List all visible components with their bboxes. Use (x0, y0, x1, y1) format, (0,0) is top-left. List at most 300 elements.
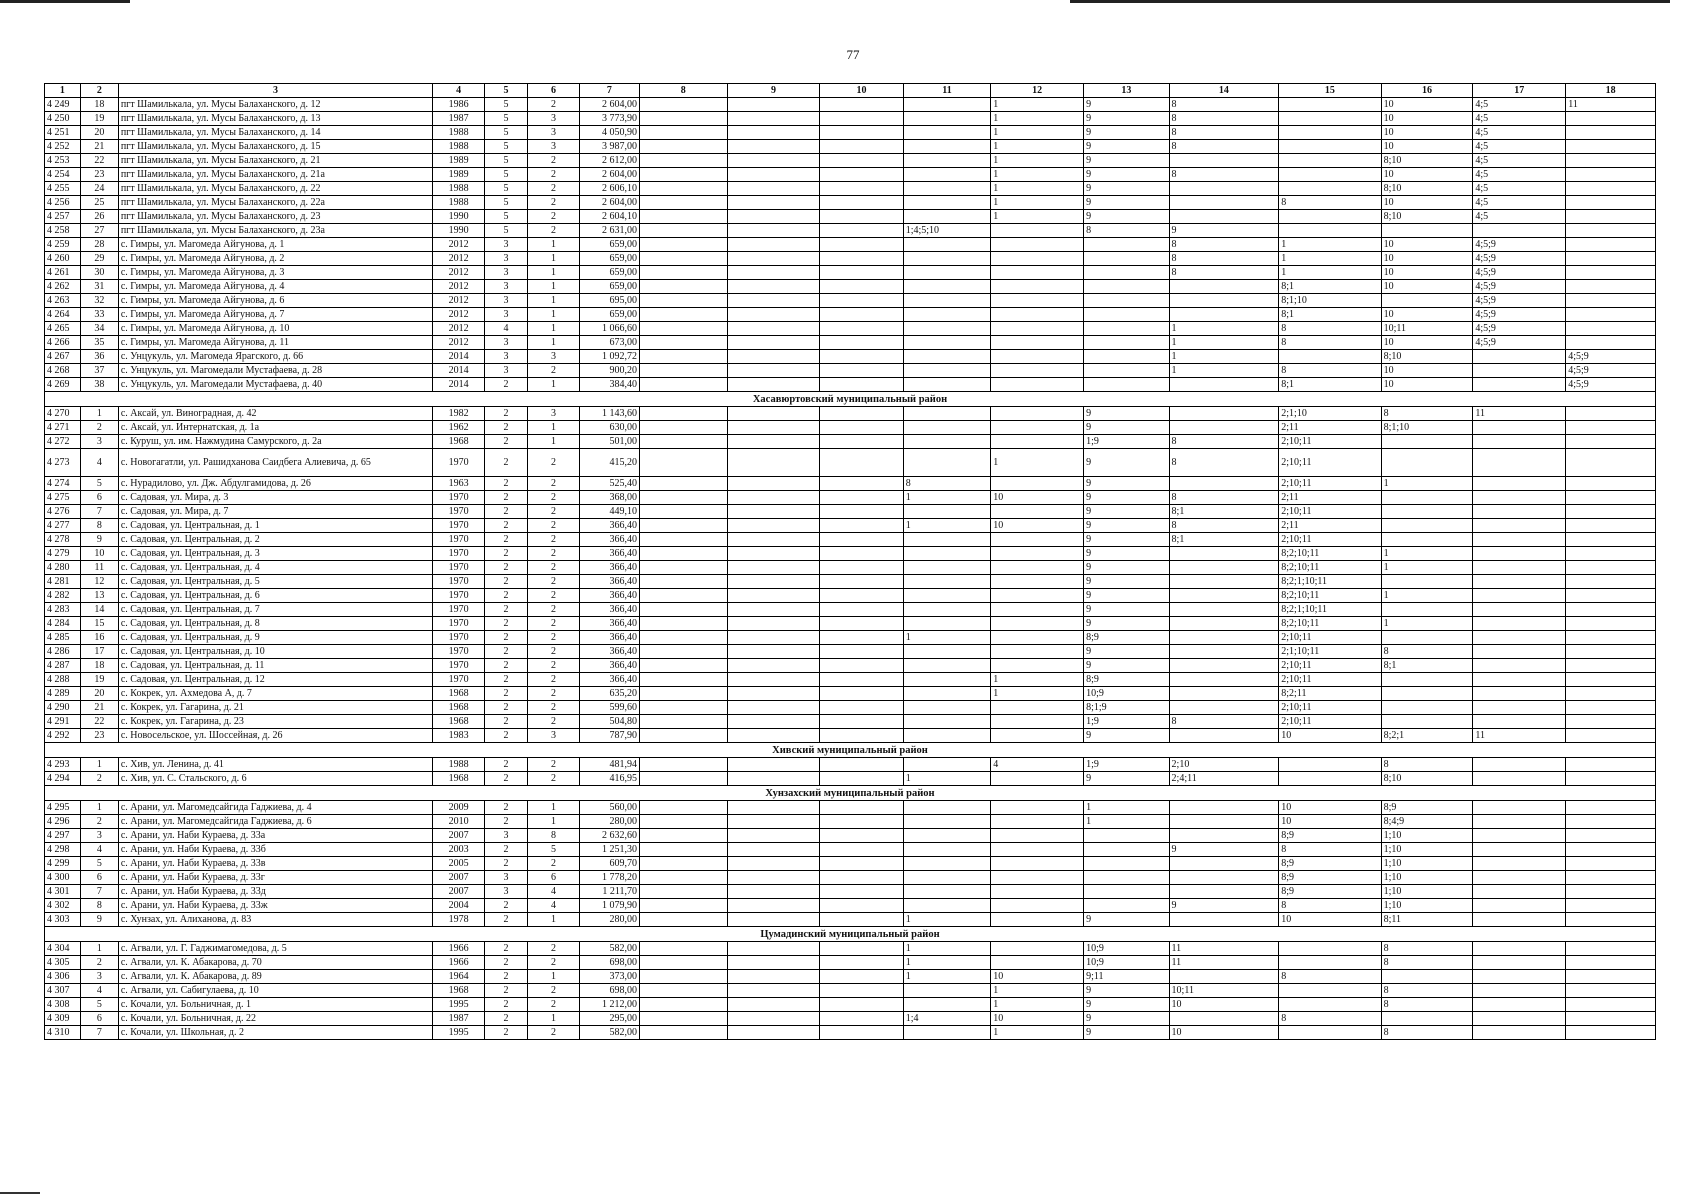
table-cell-col-7: 366,40 (579, 645, 639, 659)
table-cell-col-12: 1 (991, 673, 1084, 687)
table-cell-col-2: 5 (80, 477, 118, 491)
table-cell-col-7: 1 079,90 (579, 899, 639, 913)
table-cell-col-3: с. Гимры, ул. Магомеда Айгунова, д. 3 (118, 266, 432, 280)
table-cell-col-3: пгт Шамилькала, ул. Мусы Балаханского, д. 23 (118, 210, 432, 224)
table-cell-col-9 (727, 112, 820, 126)
table-cell-col-6: 1 (528, 913, 580, 927)
table-cell-col-12 (991, 364, 1084, 378)
table-cell-col-14: 11 (1169, 956, 1279, 970)
table-cell-col-1: 4 278 (45, 533, 81, 547)
table-cell-col-14: 8 (1169, 266, 1279, 280)
table-cell-col-11 (903, 589, 991, 603)
table-cell-col-16: 8;9 (1381, 801, 1473, 815)
table-cell-col-8 (639, 603, 727, 617)
table-cell-col-17: 11 (1473, 407, 1566, 421)
table-cell-col-8 (639, 857, 727, 871)
table-cell-col-3: с. Новосельское, ул. Шоссейная, д. 26 (118, 729, 432, 743)
table-cell-col-8 (639, 308, 727, 322)
table-cell-col-5: 2 (484, 687, 527, 701)
table-cell-col-11 (903, 801, 991, 815)
table-cell-col-4: 1968 (433, 701, 485, 715)
table-cell-col-14 (1169, 801, 1279, 815)
table-cell-col-11: 1 (903, 519, 991, 533)
table-cell-col-4: 1982 (433, 407, 485, 421)
table-cell-col-18 (1566, 252, 1656, 266)
table-cell-col-13: 1 (1084, 815, 1169, 829)
district-section-header (45, 392, 1656, 407)
table-cell-col-7: 366,40 (579, 673, 639, 687)
table-cell-col-17: 4;5;9 (1473, 336, 1566, 350)
table-cell-col-15: 1 (1279, 266, 1381, 280)
table-cell-col-2: 35 (80, 336, 118, 350)
table-cell-col-7: 1 143,60 (579, 407, 639, 421)
table-cell-col-14: 8 (1169, 126, 1279, 140)
table-cell-col-12: 1 (991, 984, 1084, 998)
table-cell-col-8 (639, 843, 727, 857)
table-cell-col-16: 1 (1381, 589, 1473, 603)
table-cell-col-5: 2 (484, 435, 527, 449)
table-cell-col-15: 8 (1279, 843, 1381, 857)
table-cell-col-6: 1 (528, 378, 580, 392)
table-cell-col-3: с. Унцукуль, ул. Магомедали Мустафаева, д. 28 (118, 364, 432, 378)
table-cell-col-7: 560,00 (579, 801, 639, 815)
table-cell-col-3: с. Садовая, ул. Центральная, д. 12 (118, 673, 432, 687)
table-cell-col-6: 2 (528, 998, 580, 1012)
table-cell-col-18 (1566, 885, 1656, 899)
district-section-header (45, 786, 1656, 801)
table-cell-col-12 (991, 350, 1084, 364)
table-cell-col-12 (991, 801, 1084, 815)
table-cell-col-14: 8 (1169, 491, 1279, 505)
table-row (45, 266, 1656, 280)
table-cell-col-8 (639, 687, 727, 701)
table-cell-col-4: 1970 (433, 631, 485, 645)
table-cell-col-8 (639, 266, 727, 280)
table-cell-col-4: 1970 (433, 603, 485, 617)
table-cell-col-18 (1566, 645, 1656, 659)
table-cell-col-3: с. Арани, ул. Наби Кураева, д. 33б (118, 843, 432, 857)
table-cell-col-10 (820, 942, 903, 956)
table-cell-col-8 (639, 942, 727, 956)
table-cell-col-10 (820, 449, 903, 477)
table-cell-col-18 (1566, 1026, 1656, 1040)
table-cell-col-14: 8 (1169, 435, 1279, 449)
table-cell-col-17 (1473, 673, 1566, 687)
table-cell-col-16: 10 (1381, 308, 1473, 322)
table-cell-col-6: 2 (528, 857, 580, 871)
table-cell-col-14: 1 (1169, 322, 1279, 336)
table-cell-col-12 (991, 729, 1084, 743)
table-cell-col-2: 2 (80, 815, 118, 829)
table-cell-col-7: 609,70 (579, 857, 639, 871)
table-cell-col-16: 1;10 (1381, 885, 1473, 899)
table-cell-col-12 (991, 266, 1084, 280)
table-cell-col-4: 2010 (433, 815, 485, 829)
table-cell-col-14 (1169, 885, 1279, 899)
table-cell-col-8 (639, 631, 727, 645)
table-cell-col-8 (639, 449, 727, 477)
table-cell-col-11 (903, 729, 991, 743)
table-cell-col-12 (991, 956, 1084, 970)
table-row (45, 617, 1656, 631)
housing-register-table (44, 83, 1656, 1040)
table-cell-col-12 (991, 224, 1084, 238)
table-cell-col-1: 4 308 (45, 998, 81, 1012)
table-cell-col-4: 1987 (433, 112, 485, 126)
table-cell-col-12: 1 (991, 182, 1084, 196)
table-row (45, 154, 1656, 168)
table-cell-col-11 (903, 308, 991, 322)
table-cell-col-18 (1566, 829, 1656, 843)
table-cell-col-10 (820, 899, 903, 913)
table-cell-col-17: 4;5 (1473, 140, 1566, 154)
table-cell-col-5: 3 (484, 252, 527, 266)
table-cell-col-14 (1169, 1012, 1279, 1026)
table-cell-col-18 (1566, 519, 1656, 533)
table-cell-col-7: 2 606,10 (579, 182, 639, 196)
table-cell-col-11 (903, 280, 991, 294)
table-row (45, 505, 1656, 519)
table-cell-col-9 (727, 266, 820, 280)
table-cell-col-13 (1084, 238, 1169, 252)
table-cell-col-10 (820, 140, 903, 154)
scan-edge-bottom (0, 1192, 40, 1194)
table-cell-col-8 (639, 729, 727, 743)
table-cell-col-7: 1 211,70 (579, 885, 639, 899)
table-cell-col-12: 10 (991, 970, 1084, 984)
table-cell-col-8 (639, 913, 727, 927)
table-cell-col-17 (1473, 421, 1566, 435)
table-cell-col-9 (727, 154, 820, 168)
table-cell-col-15: 8 (1279, 970, 1381, 984)
table-cell-col-1: 4 310 (45, 1026, 81, 1040)
table-cell-col-4: 1970 (433, 519, 485, 533)
table-cell-col-10 (820, 715, 903, 729)
table-cell-col-4: 1970 (433, 547, 485, 561)
table-cell-col-8 (639, 758, 727, 772)
table-cell-col-7: 582,00 (579, 942, 639, 956)
table-cell-col-6: 2 (528, 168, 580, 182)
district-title: Хасавюртовский муниципальный район (45, 392, 1656, 407)
table-cell-col-4: 1970 (433, 491, 485, 505)
table-cell-col-6: 3 (528, 729, 580, 743)
table-cell-col-6: 2 (528, 224, 580, 238)
table-cell-col-14 (1169, 196, 1279, 210)
table-cell-col-14: 8 (1169, 98, 1279, 112)
table-cell-col-16: 8 (1381, 956, 1473, 970)
table-cell-col-2: 20 (80, 687, 118, 701)
table-cell-col-15: 2;10;11 (1279, 533, 1381, 547)
table-cell-col-2: 15 (80, 617, 118, 631)
table-cell-col-11 (903, 168, 991, 182)
table-cell-col-11: 1;4 (903, 1012, 991, 1026)
table-cell-col-1: 4 287 (45, 659, 81, 673)
table-cell-col-12 (991, 829, 1084, 843)
table-row (45, 801, 1656, 815)
table-cell-col-11 (903, 210, 991, 224)
table-cell-col-11 (903, 112, 991, 126)
table-cell-col-8 (639, 519, 727, 533)
table-cell-col-4: 1968 (433, 984, 485, 998)
table-cell-col-14 (1169, 673, 1279, 687)
table-row (45, 673, 1656, 687)
table-cell-col-3: с. Садовая, ул. Центральная, д. 9 (118, 631, 432, 645)
district-title: Хивский муниципальный район (45, 743, 1656, 758)
table-row (45, 350, 1656, 364)
table-cell-col-15: 8;1 (1279, 308, 1381, 322)
table-row (45, 407, 1656, 421)
table-cell-col-13: 9 (1084, 182, 1169, 196)
table-cell-col-7: 659,00 (579, 238, 639, 252)
table-cell-col-16: 10 (1381, 378, 1473, 392)
table-cell-col-11 (903, 715, 991, 729)
table-cell-col-13: 9 (1084, 1012, 1169, 1026)
table-cell-col-14 (1169, 829, 1279, 843)
table-cell-col-9 (727, 1026, 820, 1040)
table-cell-col-8 (639, 617, 727, 631)
table-cell-col-1: 4 264 (45, 308, 81, 322)
table-cell-col-13: 9 (1084, 98, 1169, 112)
table-cell-col-4: 1995 (433, 998, 485, 1012)
table-cell-col-16: 1 (1381, 617, 1473, 631)
table-cell-col-17 (1473, 364, 1566, 378)
table-row (45, 294, 1656, 308)
table-cell-col-6: 2 (528, 631, 580, 645)
table-cell-col-14 (1169, 421, 1279, 435)
table-cell-col-5: 2 (484, 998, 527, 1012)
table-cell-col-9 (727, 561, 820, 575)
table-cell-col-5: 5 (484, 126, 527, 140)
table-cell-col-18 (1566, 477, 1656, 491)
table-cell-col-7: 366,40 (579, 547, 639, 561)
table-cell-col-12 (991, 322, 1084, 336)
table-cell-col-6: 1 (528, 1012, 580, 1026)
table-cell-col-1: 4 302 (45, 899, 81, 913)
table-cell-col-18 (1566, 857, 1656, 871)
table-cell-col-16 (1381, 631, 1473, 645)
table-cell-col-1: 4 252 (45, 140, 81, 154)
table-cell-col-2: 4 (80, 449, 118, 477)
table-cell-col-8 (639, 421, 727, 435)
table-cell-col-16: 1 (1381, 561, 1473, 575)
table-cell-col-7: 2 631,00 (579, 224, 639, 238)
table-cell-col-4: 1968 (433, 715, 485, 729)
table-cell-col-3: с. Садовая, ул. Центральная, д. 3 (118, 547, 432, 561)
table-cell-col-4: 2007 (433, 885, 485, 899)
table-cell-col-17 (1473, 857, 1566, 871)
table-cell-col-12: 4 (991, 758, 1084, 772)
table-cell-col-6: 1 (528, 252, 580, 266)
table-cell-col-10 (820, 843, 903, 857)
table-cell-col-18 (1566, 673, 1656, 687)
table-cell-col-12: 10 (991, 491, 1084, 505)
table-cell-col-14: 10;11 (1169, 984, 1279, 998)
table-cell-col-4: 1968 (433, 435, 485, 449)
table-cell-col-14: 10 (1169, 998, 1279, 1012)
table-cell-col-7: 449,10 (579, 505, 639, 519)
table-cell-col-1: 4 266 (45, 336, 81, 350)
table-cell-col-13: 9 (1084, 645, 1169, 659)
table-cell-col-3: пгт Шамилькала, ул. Мусы Балаханского, д. 12 (118, 98, 432, 112)
table-cell-col-15: 2;10;11 (1279, 631, 1381, 645)
table-cell-col-6: 3 (528, 112, 580, 126)
table-cell-col-7: 1 251,30 (579, 843, 639, 857)
table-cell-col-8 (639, 589, 727, 603)
table-cell-col-13: 9 (1084, 154, 1169, 168)
table-cell-col-17: 4;5 (1473, 210, 1566, 224)
table-cell-col-9 (727, 140, 820, 154)
table-cell-col-16: 8;4;9 (1381, 815, 1473, 829)
table-cell-col-12 (991, 645, 1084, 659)
column-header: 3 (118, 84, 432, 98)
table-cell-col-4: 2005 (433, 857, 485, 871)
table-cell-col-7: 366,40 (579, 519, 639, 533)
table-cell-col-9 (727, 533, 820, 547)
table-cell-col-13 (1084, 336, 1169, 350)
table-cell-col-17 (1473, 224, 1566, 238)
table-cell-col-17 (1473, 956, 1566, 970)
table-cell-col-5: 3 (484, 308, 527, 322)
table-cell-col-7: 2 612,00 (579, 154, 639, 168)
table-cell-col-18 (1566, 956, 1656, 970)
table-cell-col-15 (1279, 98, 1381, 112)
table-cell-col-18 (1566, 210, 1656, 224)
table-cell-col-18 (1566, 266, 1656, 280)
table-cell-col-3: с. Гимры, ул. Магомеда Айгунова, д. 6 (118, 294, 432, 308)
table-cell-col-4: 1970 (433, 659, 485, 673)
table-cell-col-8 (639, 378, 727, 392)
table-cell-col-6: 2 (528, 505, 580, 519)
table-cell-col-5: 4 (484, 322, 527, 336)
table-cell-col-18 (1566, 575, 1656, 589)
table-row (45, 815, 1656, 829)
table-row (45, 547, 1656, 561)
table-cell-col-17 (1473, 1026, 1566, 1040)
table-cell-col-14 (1169, 701, 1279, 715)
table-cell-col-5: 2 (484, 407, 527, 421)
table-cell-col-8 (639, 224, 727, 238)
table-row (45, 280, 1656, 294)
table-cell-col-1: 4 280 (45, 561, 81, 575)
table-cell-col-6: 3 (528, 407, 580, 421)
table-cell-col-5: 2 (484, 575, 527, 589)
table-cell-col-13 (1084, 294, 1169, 308)
table-cell-col-6: 1 (528, 970, 580, 984)
table-cell-col-17 (1473, 589, 1566, 603)
table-cell-col-5: 5 (484, 140, 527, 154)
table-cell-col-3: с. Аксай, ул. Виноградная, д. 42 (118, 407, 432, 421)
table-cell-col-14 (1169, 407, 1279, 421)
table-cell-col-10 (820, 913, 903, 927)
table-cell-col-12 (991, 815, 1084, 829)
table-cell-col-6: 2 (528, 364, 580, 378)
table-cell-col-16: 1;10 (1381, 829, 1473, 843)
table-cell-col-5: 3 (484, 336, 527, 350)
table-cell-col-17 (1473, 970, 1566, 984)
table-cell-col-12 (991, 252, 1084, 266)
table-row (45, 477, 1656, 491)
table-cell-col-5: 2 (484, 715, 527, 729)
table-cell-col-12 (991, 899, 1084, 913)
table-cell-col-12 (991, 435, 1084, 449)
table-cell-col-6: 2 (528, 687, 580, 701)
table-cell-col-15: 2;11 (1279, 519, 1381, 533)
table-cell-col-6: 2 (528, 673, 580, 687)
table-cell-col-6: 4 (528, 885, 580, 899)
table-cell-col-18 (1566, 126, 1656, 140)
table-cell-col-10 (820, 168, 903, 182)
table-row (45, 182, 1656, 196)
table-cell-col-1: 4 270 (45, 407, 81, 421)
table-cell-col-15: 2;10;11 (1279, 435, 1381, 449)
table-cell-col-15: 1 (1279, 238, 1381, 252)
table-row (45, 687, 1656, 701)
table-cell-col-14: 10 (1169, 1026, 1279, 1040)
table-cell-col-15: 8;2;10;11 (1279, 617, 1381, 631)
table-cell-col-3: пгт Шамилькала, ул. Мусы Балаханского, д. 23а (118, 224, 432, 238)
table-cell-col-17 (1473, 871, 1566, 885)
table-row (45, 421, 1656, 435)
table-cell-col-9 (727, 350, 820, 364)
table-cell-col-14 (1169, 857, 1279, 871)
table-cell-col-4: 1970 (433, 617, 485, 631)
table-cell-col-3: с. Кочали, ул. Школьная, д. 2 (118, 1026, 432, 1040)
table-cell-col-10 (820, 421, 903, 435)
table-cell-col-5: 2 (484, 772, 527, 786)
table-cell-col-9 (727, 182, 820, 196)
table-cell-col-11: 1 (903, 772, 991, 786)
table-cell-col-2: 5 (80, 857, 118, 871)
table-cell-col-12 (991, 421, 1084, 435)
table-cell-col-2: 21 (80, 701, 118, 715)
table-cell-col-6: 2 (528, 449, 580, 477)
table-cell-col-1: 4 298 (45, 843, 81, 857)
table-cell-col-10 (820, 871, 903, 885)
table-cell-col-1: 4 301 (45, 885, 81, 899)
table-cell-col-18 (1566, 112, 1656, 126)
table-cell-col-5: 2 (484, 942, 527, 956)
table-cell-col-3: с. Арани, ул. Наби Кураева, д. 33в (118, 857, 432, 871)
table-cell-col-10 (820, 266, 903, 280)
table-cell-col-14 (1169, 294, 1279, 308)
table-cell-col-10 (820, 210, 903, 224)
table-cell-col-12 (991, 505, 1084, 519)
table-cell-col-13 (1084, 322, 1169, 336)
table-cell-col-7: 384,40 (579, 378, 639, 392)
table-cell-col-7: 280,00 (579, 913, 639, 927)
table-cell-col-11 (903, 294, 991, 308)
table-cell-col-7: 416,95 (579, 772, 639, 786)
table-cell-col-7: 2 604,00 (579, 98, 639, 112)
table-cell-col-8 (639, 182, 727, 196)
table-cell-col-14 (1169, 182, 1279, 196)
table-cell-col-17 (1473, 913, 1566, 927)
table-row (45, 533, 1656, 547)
table-cell-col-10 (820, 196, 903, 210)
table-cell-col-9 (727, 98, 820, 112)
table-cell-col-3: с. Садовая, ул. Центральная, д. 10 (118, 645, 432, 659)
table-row (45, 645, 1656, 659)
table-cell-col-4: 1988 (433, 182, 485, 196)
table-cell-col-1: 4 285 (45, 631, 81, 645)
table-cell-col-3: с. Арани, ул. Магомедсайгида Гаджиева, д. 6 (118, 815, 432, 829)
table-cell-col-12 (991, 871, 1084, 885)
table-cell-col-9 (727, 998, 820, 1012)
table-cell-col-11 (903, 1026, 991, 1040)
table-cell-col-2: 1 (80, 407, 118, 421)
table-cell-col-6: 2 (528, 519, 580, 533)
table-cell-col-4: 2014 (433, 350, 485, 364)
